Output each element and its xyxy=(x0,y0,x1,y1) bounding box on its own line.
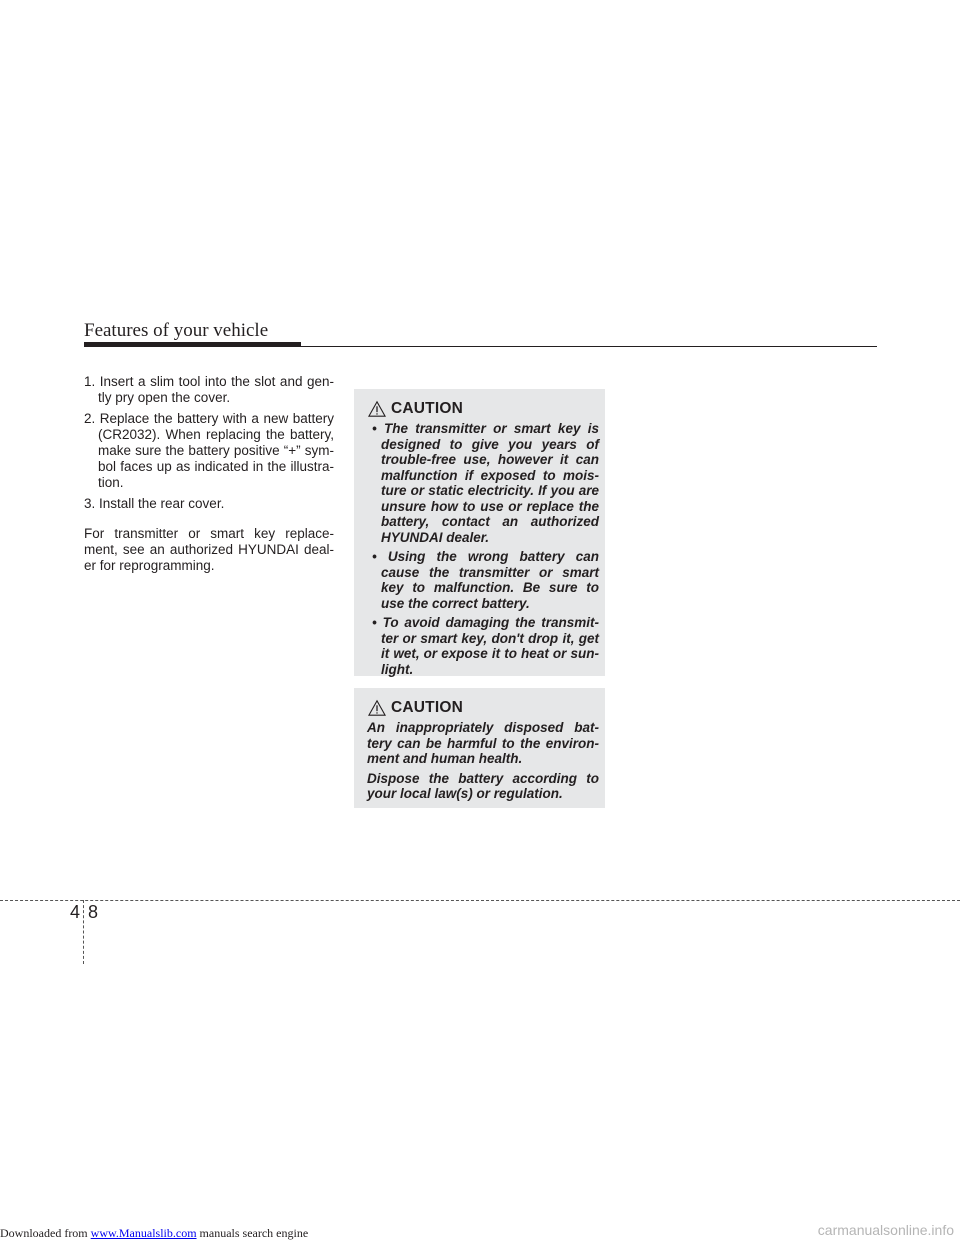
caution-header xyxy=(367,399,599,419)
warning-triangle-icon xyxy=(368,400,386,418)
caution-title: CAUTION xyxy=(391,699,464,716)
caution-box-disposal xyxy=(354,688,605,808)
download-footer xyxy=(0,1226,308,1241)
manualslib-link[interactable]: www.Manualslib.com xyxy=(90,1226,197,1240)
step-1: 1. Insert a slim tool into the slot and gen-tly pry open the cover. xyxy=(84,374,334,405)
caution-paragraph-2: Dispose the battery according to your local law(s) or regulation. xyxy=(367,770,599,801)
caution-header xyxy=(367,698,599,718)
footer-suffix: manuals search engine xyxy=(196,1226,309,1240)
step-2: 2. Replace the battery with a new battery (CR2032). When replacing the battery, make sure the battery positive “+” sym-bol faces up as indicated in the illustra-tion. xyxy=(84,411,334,490)
page-number-rule xyxy=(0,900,960,901)
page-number: 8 xyxy=(88,902,99,922)
caution-title: CAUTION xyxy=(391,400,464,417)
replacement-note: For transmitter or smart key replace-ment, see an authorized HYUNDAI deal-er for reprogramming. xyxy=(84,526,334,573)
caution-box-transmitter xyxy=(354,389,605,676)
chapter-number: 4 xyxy=(70,902,81,922)
instructions-column xyxy=(72,374,334,574)
caution-paragraph-1: An inappropriately disposed bat-tery can be harmful to the environ-ment and human health. xyxy=(367,720,599,766)
caution-bullet-1: • The transmitter or smart key is designed to give you years of trouble-free use, however it can malfunction if exposed to mois-ture or static electricity. If you are unsure how to use or replace the battery, contact an authorized HYUNDAI dealer. xyxy=(372,421,599,545)
page-number-divider xyxy=(83,900,84,964)
caution-bullet-2: • Using the wrong battery can cause the transmitter or smart key to malfunction. Be sure to use the correct battery. xyxy=(372,549,599,611)
step-3: 3. Install the rear cover. xyxy=(84,496,225,511)
caution-bullet-3: • To avoid damaging the transmit-ter or smart key, don't drop it, get it wet, or expose it to heat or sun-light. xyxy=(372,615,599,677)
header-rule xyxy=(84,346,877,347)
watermark: carmanualsonline.info xyxy=(817,1222,954,1238)
page-section-title: Features of your vehicle xyxy=(84,320,269,341)
warning-triangle-icon xyxy=(368,699,386,717)
footer-prefix: Downloaded from xyxy=(0,1226,91,1240)
